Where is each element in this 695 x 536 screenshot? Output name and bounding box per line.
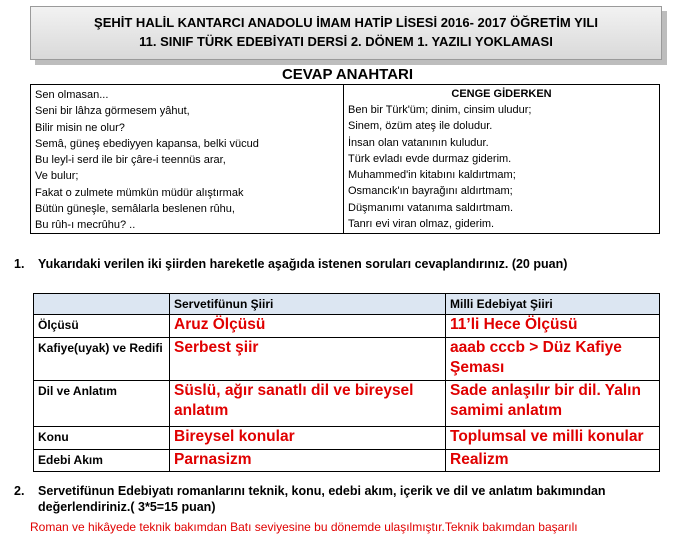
table-header-cell: Servetifünun Şiiri: [170, 294, 446, 315]
poem-title: CENGE GİDERKEN: [451, 88, 552, 100]
poem-line: Fakat o zulmete mümkün müdür alıştırmak: [35, 186, 244, 199]
school-title: ŞEHİT HALİL KANTARCI ANADOLU İMAM HATİP LİSESİ 2016- 2017 ÖĞRETİM YILI: [94, 15, 598, 30]
poem-line: Tanrı evi viran olmaz, giderim.: [348, 218, 495, 231]
milli-answer: Sade anlaşılır bir dil. Yalın samimi anlatım: [446, 381, 660, 427]
poem-line: Sinem, özüm ateş ile doludur.: [348, 120, 493, 133]
poem-line: Semâ, güneş ebediyyen kapansa, belki vücud: [35, 137, 259, 150]
poem-line: Seni bir lâhza görmesem yâhut,: [35, 105, 190, 118]
question-1: [14, 257, 567, 271]
exam-title: 11. SINIF TÜRK EDEBİYATI DERSİ 2. DÖNEM 1. YAZILI YOKLAMASI: [139, 34, 553, 49]
poem-line: Osmancık'ın bayrağını aldırtmam;: [348, 185, 513, 198]
row-label: Dil ve Anlatım: [34, 381, 170, 427]
table-header-row: [34, 294, 660, 315]
milli-edebiyat-poem: [344, 85, 659, 233]
table-row: [34, 381, 660, 427]
question-number: 1.: [14, 257, 25, 271]
servetifunun-poem: [31, 85, 344, 233]
poem-line: Bilir misin ne olur?: [35, 121, 125, 134]
table-row: [34, 338, 660, 381]
poem-line: İnsan olan vatanının kuludur.: [348, 136, 489, 149]
servetifunun-answer: Bireysel konular: [170, 427, 446, 450]
table-row: [34, 315, 660, 338]
poem-line: Ben bir Türk'üm; dinim, cinsim uludur;: [348, 104, 532, 116]
table-row: [34, 450, 660, 472]
answer-key-title: CEVAP ANAHTARI: [281, 66, 414, 83]
row-label: Edebi Akım: [34, 450, 170, 472]
table-header-cell: [34, 294, 170, 315]
row-label: Konu: [34, 427, 170, 450]
question-text: Yukarıdaki verilen iki şiirden hareketle aşağıda istenen soruları cevaplandırınız. (20 puan): [38, 257, 568, 271]
servetifunun-answer: Süslü, ağır sanatlı dil ve bireysel anlatım: [170, 381, 446, 427]
poem-line: Bu rûh-ı mecrûhu? ..: [35, 219, 136, 232]
milli-answer: Toplumsal ve milli konular: [446, 427, 660, 450]
question-number: 2.: [14, 484, 25, 498]
table-row: [34, 427, 660, 450]
question-2-answer: Roman ve hikâyede teknik bakımdan Batı seviyesine bu dönemde ulaşılmıştır.Teknik bakımdan başarılı: [30, 520, 578, 534]
poem-line: Muhammed'in kitabını kaldırtmam;: [348, 169, 516, 182]
question-text: Servetifünun Edebiyatı romanlarını teknik, konu, edebi akım, içerik ve dil ve anlatım bakımından: [38, 484, 606, 498]
poem-line: Sen olmasan...: [35, 89, 109, 101]
poem-line: Ve bulur;: [35, 170, 79, 183]
servetifunun-answer: Serbest şiir: [170, 338, 446, 381]
question-text-continued: değerlendiriniz.( 3*5=15 puan): [38, 500, 216, 514]
row-label: Ölçüsü: [34, 315, 170, 338]
question-2: [14, 483, 674, 515]
poem-line: Bütün güneşle, semâlarla beslenen rûhu,: [35, 203, 235, 216]
milli-answer: 11’li Hece Ölçüsü: [446, 315, 660, 338]
comparison-table: [33, 293, 660, 472]
poem-line: Türk evladı evde durmaz giderim.: [348, 152, 512, 165]
milli-answer: Realizm: [446, 450, 660, 472]
poems-table: [30, 84, 660, 234]
poem-line: Düşmanımı vatanıma saldırtmam.: [348, 201, 514, 214]
milli-answer: aaab cccb > Düz Kafiye Şeması: [446, 338, 660, 381]
row-label: Kafiye(uyak) ve Redifi: [34, 338, 170, 381]
table-header-cell: Milli Edebiyat Şiiri: [446, 294, 660, 315]
exam-header-box: [30, 6, 662, 60]
servetifunun-answer: Parnasizm: [170, 450, 446, 472]
servetifunun-answer: Aruz Ölçüsü: [170, 315, 446, 338]
poem-line: Bu leyl-i serd ile bir çâre-i teennüs arar,: [35, 154, 226, 167]
